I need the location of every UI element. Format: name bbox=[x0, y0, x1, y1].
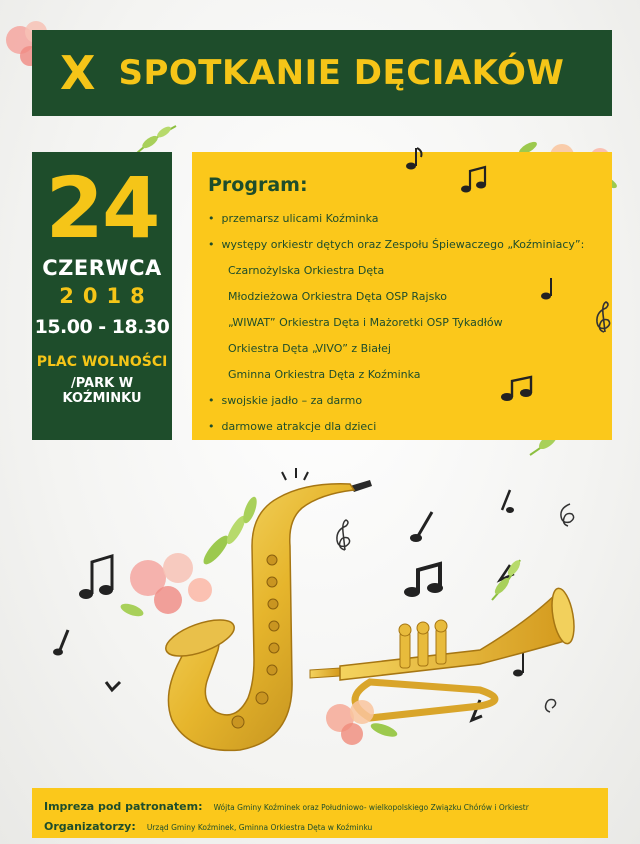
event-month: CZERWCA bbox=[42, 256, 162, 280]
patron-label: Impreza pod patronatem: bbox=[44, 800, 203, 813]
patron-value: Wójta Gminy Koźminek oraz Południowo- wielkopolskiego Związku Chórów i Orkiestr bbox=[213, 803, 529, 812]
decor-marks bbox=[282, 468, 308, 480]
list-item: • darmowe atrakcje dla dzieci bbox=[208, 414, 612, 440]
event-time: 15.00 - 18.30 bbox=[34, 316, 170, 338]
treble-clef-icon bbox=[592, 300, 614, 334]
list-item: Czarnożylska Orkiestra Dęta bbox=[228, 264, 385, 277]
list-item: Orkiestra Dęta „VIVO” z Białej bbox=[228, 342, 391, 355]
list-item: Młodzieżowa Orkiestra Dęta OSP Rajsko bbox=[228, 290, 448, 303]
leaf-icon bbox=[492, 558, 522, 600]
event-year: 2018 bbox=[59, 284, 154, 308]
title-banner bbox=[32, 30, 612, 116]
flower-icon bbox=[119, 495, 259, 619]
page-title: SPOTKANIE DĘCIAKÓW bbox=[118, 53, 565, 93]
music-note-icon bbox=[540, 275, 558, 301]
event-day: 24 bbox=[45, 159, 159, 257]
event-place: PLAC WOLNOŚCI bbox=[36, 354, 168, 370]
trumpet-icon bbox=[310, 587, 578, 718]
event-place-detail: /PARK W KOŹMINKU bbox=[62, 376, 142, 406]
list-item: „WIWAT” Orkiestra Dęta i Mażoretki OSP Tykadłów bbox=[228, 316, 503, 329]
flower-icon bbox=[326, 700, 399, 745]
list-item: • swojskie jadło – za darmo bbox=[208, 388, 612, 414]
list-item: • występy orkiestr dętych oraz Zespołu Śpiewaczego „Koźminiacy”: bbox=[208, 232, 612, 258]
title-numeral: X bbox=[60, 46, 97, 100]
organizers-value: Urząd Gminy Koźminek, Gminna Orkiestra Dęta w Koźminku bbox=[146, 823, 373, 832]
program-heading: Program: bbox=[208, 174, 308, 196]
music-note-icon bbox=[460, 165, 488, 195]
organizers-row bbox=[44, 816, 608, 836]
patron-row bbox=[44, 796, 608, 816]
program-list bbox=[208, 206, 612, 440]
music-note-icon bbox=[500, 375, 534, 403]
instruments-illustration bbox=[40, 450, 600, 780]
footer-box bbox=[32, 788, 608, 838]
music-note-icon bbox=[405, 145, 425, 171]
organizers-label: Organizatorzy: bbox=[44, 820, 136, 833]
list-item: • przemarsz ulicami Koźminka bbox=[208, 206, 612, 232]
list-item: Gminna Orkiestra Dęta z Koźminka bbox=[228, 368, 421, 381]
date-box bbox=[32, 152, 172, 440]
